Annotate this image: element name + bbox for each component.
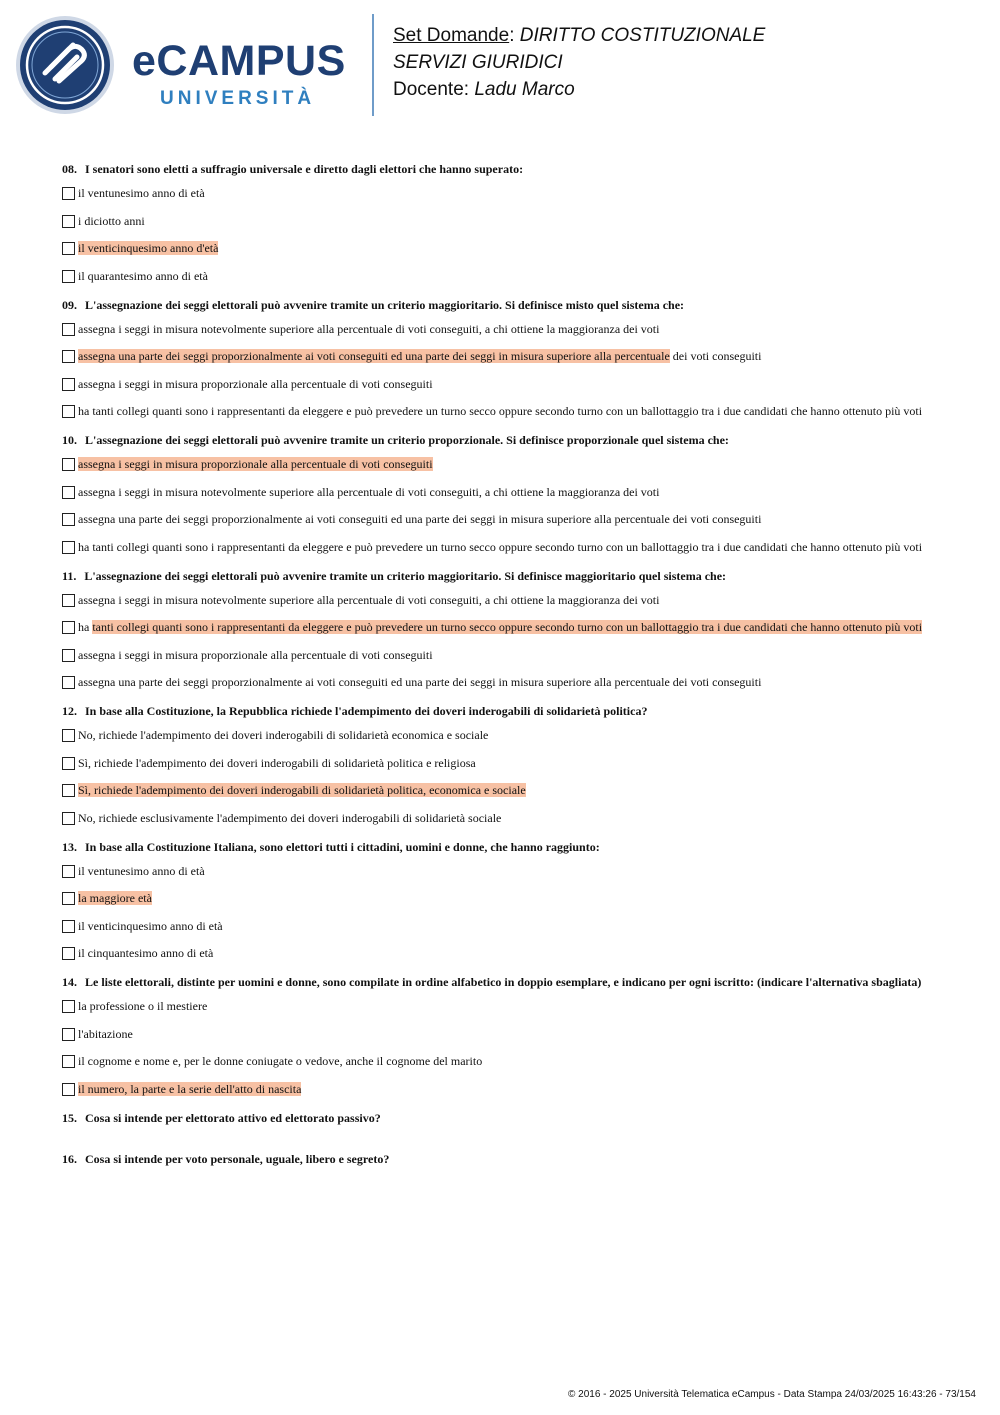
answer-option[interactable] <box>62 485 940 499</box>
answer-option[interactable] <box>62 241 940 255</box>
answer-option[interactable] <box>62 269 940 283</box>
option-text: assegna i seggi in misura notevolmente superiore alla percentuale di voti conseguiti, a chi ottiene la maggioranza dei voti <box>78 321 660 336</box>
question-09 <box>62 298 940 419</box>
checkbox[interactable] <box>62 405 75 418</box>
course-subtitle: SERVIZI GIURIDICI <box>393 52 563 73</box>
option-text: il venticinquesimo anno di età <box>78 918 223 933</box>
highlighted-answer: assegna una parte dei seggi proporzionalmente ai voti conseguiti ed una parte dei seggi in misura superiore alla percentuale <box>78 349 670 363</box>
checkbox[interactable] <box>62 1055 75 1068</box>
answer-option[interactable] <box>62 891 940 905</box>
logo-subtitle: UNIVERSITÀ <box>160 88 316 109</box>
answer-option[interactable] <box>62 946 940 960</box>
highlighted-answer: assegna i seggi in misura proporzionale alla percentuale di voti conseguiti <box>78 457 433 471</box>
question-number: 12. <box>62 704 77 718</box>
question-08 <box>62 162 940 283</box>
teacher-name: Ladu Marco <box>474 79 575 100</box>
option-text: il quarantesimo anno di età <box>78 268 208 283</box>
checkbox[interactable] <box>62 1000 75 1013</box>
answer-option[interactable] <box>62 783 940 797</box>
checkbox[interactable] <box>62 621 75 634</box>
answer-option[interactable] <box>62 404 940 418</box>
checkbox[interactable] <box>62 350 75 363</box>
checkbox[interactable] <box>62 892 75 905</box>
option-text: assegna una parte dei seggi proporzionalmente ai voti conseguiti ed una parte dei seggi in misura superiore alla percentuale dei voti conseguiti <box>78 675 762 689</box>
question-list <box>62 162 940 1193</box>
option-text: assegna i seggi in misura notevolmente superiore alla percentuale di voti conseguiti, a chi ottiene la maggioranza dei voti <box>78 484 660 499</box>
question-text: Cosa si intende per voto personale, uguale, libero e segreto? <box>85 1151 390 1166</box>
answer-option[interactable] <box>62 1054 940 1068</box>
answer-option[interactable] <box>62 186 940 200</box>
answer-option[interactable] <box>62 864 940 878</box>
question-12 <box>62 704 940 825</box>
answer-option[interactable] <box>62 811 940 825</box>
highlighted-answer: la maggiore età <box>78 891 152 905</box>
highlighted-answer: il numero, la parte e la serie dell'atto di nascita <box>78 1081 302 1096</box>
answer-option[interactable] <box>62 1082 940 1096</box>
checkbox[interactable] <box>62 513 75 526</box>
header-info <box>393 22 765 103</box>
option-text: il ventunesimo anno di età <box>78 863 205 878</box>
page-header <box>0 0 1000 130</box>
option-text: assegna una parte dei seggi proporzionalmente ai voti conseguiti ed una parte dei seggi in misura superiore alla percentuale dei voti conseguiti <box>78 512 762 526</box>
checkbox[interactable] <box>62 594 75 607</box>
question-10 <box>62 433 940 554</box>
question-number: 15. <box>62 1110 77 1125</box>
question-text: In base alla Costituzione Italiana, sono elettori tutti i cittadini, uomini e donne, che hanno raggiunto: <box>85 839 600 854</box>
option-text: assegna i seggi in misura proporzionale alla percentuale di voti conseguiti <box>78 647 433 662</box>
course-line: Set Domande: DIRITTO COSTITUZIONALE <box>393 25 766 46</box>
answer-option[interactable] <box>62 919 940 933</box>
teacher-line <box>393 76 765 103</box>
checkbox[interactable] <box>62 1083 75 1096</box>
checkbox[interactable] <box>62 323 75 336</box>
option-text: assegna i seggi in misura proporzionale alla percentuale di voti conseguiti <box>78 376 433 391</box>
checkbox[interactable] <box>62 865 75 878</box>
checkbox[interactable] <box>62 649 75 662</box>
checkbox[interactable] <box>62 458 75 471</box>
question-text: Le liste elettorali, distinte per uomini e donne, sono compilate in ordine alfabetico in doppio esemplare, e indicano per ogni iscritto: (indicare l'alternativa sbagliata) <box>85 975 922 989</box>
answer-option[interactable] <box>62 377 940 391</box>
question-13 <box>62 840 940 961</box>
question-number: 16. <box>62 1151 77 1166</box>
checkbox[interactable] <box>62 378 75 391</box>
question-text: Cosa si intende per elettorato attivo ed elettorato passivo? <box>85 1110 381 1125</box>
checkbox[interactable] <box>62 541 75 554</box>
option-text: il cinquantesimo anno di età <box>78 946 214 960</box>
question-14 <box>62 975 940 1096</box>
checkbox[interactable] <box>62 486 75 499</box>
option-text: il ventunesimo anno di età <box>78 186 205 200</box>
option-text: dei voti conseguiti <box>669 349 762 363</box>
question-text: L'assegnazione dei seggi elettorali può avvenire tramite un criterio maggioritario. Si definisce maggioritario quel sistema che: <box>84 568 727 583</box>
checkbox[interactable] <box>62 920 75 933</box>
option-text: la professione o il mestiere <box>78 999 208 1013</box>
option-text: i diciotto anni <box>78 213 145 228</box>
teacher-label: Docente: <box>393 79 470 100</box>
checkbox[interactable] <box>62 242 75 255</box>
answer-option[interactable] <box>62 728 940 742</box>
question-text: L'assegnazione dei seggi elettorali può avvenire tramite un criterio maggioritario. Si definisce misto quel sistema che: <box>85 297 685 312</box>
option-text: ha tanti collegi quanti sono i rappresentanti da eleggere e può prevedere un turno secco oppure secondo turno con un ballottaggio tra i due candidati che hanno ottenuto più voti <box>78 404 923 418</box>
answer-option[interactable] <box>62 214 940 228</box>
answer-option[interactable] <box>62 512 940 526</box>
checkbox[interactable] <box>62 187 75 200</box>
question-number: 10. <box>62 433 77 447</box>
answer-option[interactable] <box>62 322 940 336</box>
page-footer: © 2016 - 2025 Università Telematica eCampus - Data Stampa 24/03/2025 16:43:26 - 73/154 <box>568 1389 976 1400</box>
highlighted-answer: tanti collegi quanti sono i rappresentanti da eleggere e può prevedere un turno secco oppure secondo turno con un ballottaggio tra i due candidati che hanno ottenuto più voti <box>92 620 923 634</box>
question-11 <box>62 569 940 690</box>
highlighted-answer: Sì, richiede l'adempimento dei doveri inderogabili di solidarietà politica, economica e sociale <box>78 783 526 797</box>
checkbox[interactable] <box>62 270 75 283</box>
question-number: 09. <box>62 297 77 312</box>
header-divider <box>372 14 374 116</box>
question-text: I senatori sono eletti a suffragio universale e diretto dagli elettori che hanno superato: <box>85 162 524 176</box>
set-label: Set Domande <box>393 25 510 46</box>
answer-option[interactable] <box>62 457 940 471</box>
question-text: L'assegnazione dei seggi elettorali può avvenire tramite un criterio proporzionale. Si definisce proporzionale quel sistema che: <box>85 433 729 447</box>
checkbox[interactable] <box>62 676 75 689</box>
ecampus-emblem-icon <box>15 15 115 115</box>
checkbox[interactable] <box>62 1028 75 1041</box>
question-number: 11. <box>62 568 77 583</box>
option-text: ha tanti collegi quanti sono i rappresentanti da eleggere e può prevedere un turno secco oppure secondo turno con un ballottaggio tra i due candidati che hanno ottenuto più voti <box>78 539 923 554</box>
option-text: Sì, richiede l'adempimento dei doveri inderogabili di solidarietà politica e religiosa <box>78 755 476 770</box>
option-text: assegna i seggi in misura notevolmente superiore alla percentuale di voti conseguiti, a chi ottiene la maggioranza dei voti <box>78 592 660 607</box>
question-text: In base alla Costituzione, la Repubblica richiede l'adempimento dei doveri inderogabili di solidarietà politica? <box>85 704 648 718</box>
checkbox[interactable] <box>62 729 75 742</box>
option-text: l'abitazione <box>78 1026 133 1041</box>
answer-option[interactable] <box>62 593 940 607</box>
option-text: il cognome e nome e, per le donne coniugate o vedove, anche il cognome del marito <box>78 1054 483 1068</box>
checkbox[interactable] <box>62 947 75 960</box>
option-text: No, richiede l'adempimento dei doveri inderogabili di solidarietà economica e sociale <box>78 728 489 742</box>
logo-wordmark: eCAMPUS <box>132 37 346 85</box>
answer-option[interactable] <box>62 540 940 554</box>
course-title: DIRITTO COSTITUZIONALE <box>519 25 766 46</box>
question-number: 14. <box>62 975 77 989</box>
open-question-16 <box>62 1152 940 1166</box>
open-question-15 <box>62 1111 940 1125</box>
answer-option[interactable] <box>62 349 940 363</box>
option-text: No, richiede esclusivamente l'adempimento dei doveri inderogabili di solidarietà sociale <box>78 810 502 825</box>
answer-option[interactable] <box>62 999 940 1013</box>
highlighted-answer: il venticinquesimo anno d'età <box>78 241 219 255</box>
answer-option[interactable] <box>62 756 940 770</box>
question-number: 08. <box>62 162 77 176</box>
answer-option[interactable] <box>62 675 940 689</box>
answer-option[interactable] <box>62 648 940 662</box>
checkbox[interactable] <box>62 812 75 825</box>
answer-option[interactable] <box>62 1027 940 1041</box>
answer-option[interactable]: ha tanti collegi quanti sono i rappresentanti da eleggere e può prevedere un turno secco oppure secondo turno con un ballottaggio tra i due candidati che hanno ottenuto più voti <box>62 620 940 634</box>
checkbox[interactable] <box>62 784 75 797</box>
question-number: 13. <box>62 839 77 854</box>
checkbox[interactable] <box>62 215 75 228</box>
checkbox[interactable] <box>62 757 75 770</box>
